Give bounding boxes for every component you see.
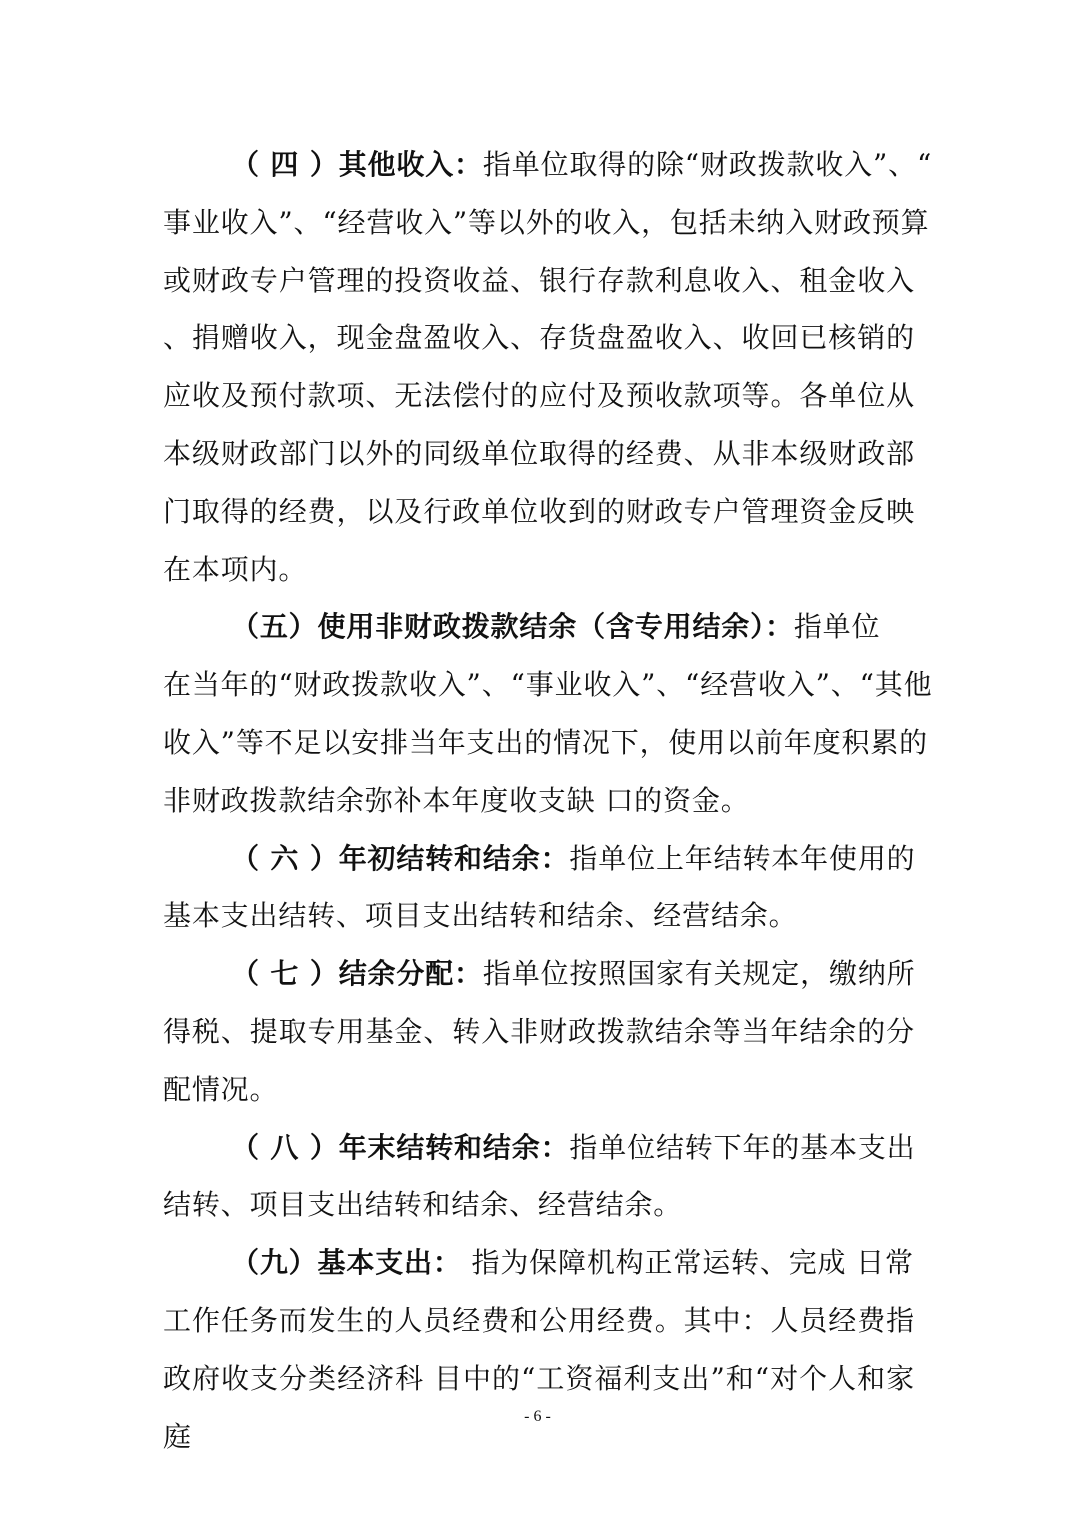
paragraph-line: 或财政专户管理的投资收益、银行存款利息收入、租金收入 [163,263,915,297]
paragraph-line: 非财政拨款结余弥补本年度收支缺 口的资金。 [163,783,750,817]
section-heading: （ 七 ）结余分配： [231,957,483,991]
paragraph-text: 指单位结转下年的基本支出 [569,1130,916,1164]
section-heading: （五）使用非财政拨款结余（含专用结余）： [231,610,794,644]
paragraph-text: 指为保障机构正常运转、完成 日常 [461,1246,914,1280]
document-body [163,136,933,1465]
paragraph-line [163,136,933,194]
paragraph-line: 在本项内。 [163,552,308,586]
paragraph-line [163,830,915,888]
paragraph-line: 本级财政部门以外的同级单位取得的经费、从非本级财政部 [163,436,915,470]
paragraph-line: 在当年的“财政拨款收入”、“事业收入”、“经营收入”、“其他 [163,668,933,702]
paragraph-line [163,1119,915,1177]
paragraph-line [163,598,915,656]
section-heading: （ 六 ）年初结转和结余： [231,841,570,875]
section-heading: （九）基本支出： [231,1246,462,1280]
section-heading: （ 八 ）年末结转和结余： [231,1130,570,1164]
page-number: - 6 - [524,1408,551,1425]
paragraph-line: 结转、项目支出结转和结余、经营结余。 [163,1188,683,1222]
paragraph-line: 门取得的经费，以及行政单位收到的财政专户管理资金反映 [163,494,915,528]
paragraph-text: 指单位取得的除“财政拨款收入”、“ [482,148,933,181]
paragraph-line: 应收及预付款项、无法偿付的应付及预收款项等。各单位从 [163,379,915,413]
paragraph-line: 得税、提取专用基金、转入非财政拨款结余等当年结余的分 [163,1014,915,1048]
paragraph-line: 政府收支分类经济科 目中的“工资福利支出”和“对个人和家 [163,1361,915,1395]
paragraph-text: 指单位上年结转本年使用的 [569,841,916,875]
paragraph-text: 指单位按照国家有关规定，缴纳所 [482,957,916,991]
paragraph-line [163,1234,915,1292]
paragraph-line: 配情况。 [163,1072,279,1106]
paragraph-line: 庭 [163,1419,192,1453]
paragraph-line: 事业收入”、“经营收入”等以外的收入，包括未纳入财政预算 [163,205,930,239]
paragraph-line: 基本支出结转、项目支出结转和结余、经营结余。 [163,899,798,933]
paragraph-line: 收入”等不足以安排当年支出的情况下，使用以前年度积累的 [163,725,928,759]
paragraph-text: 指单位 [793,610,881,644]
paragraph-line: 工作任务而发生的人员经费和公用经费。其中：人员经费指 [163,1303,915,1337]
paragraph-line: 、捐赠收入，现金盘盈收入、存货盘盈收入、收回已核销的 [163,321,915,355]
paragraph-line [163,945,915,1003]
section-heading: （ 四 ）其他收入： [231,148,483,181]
